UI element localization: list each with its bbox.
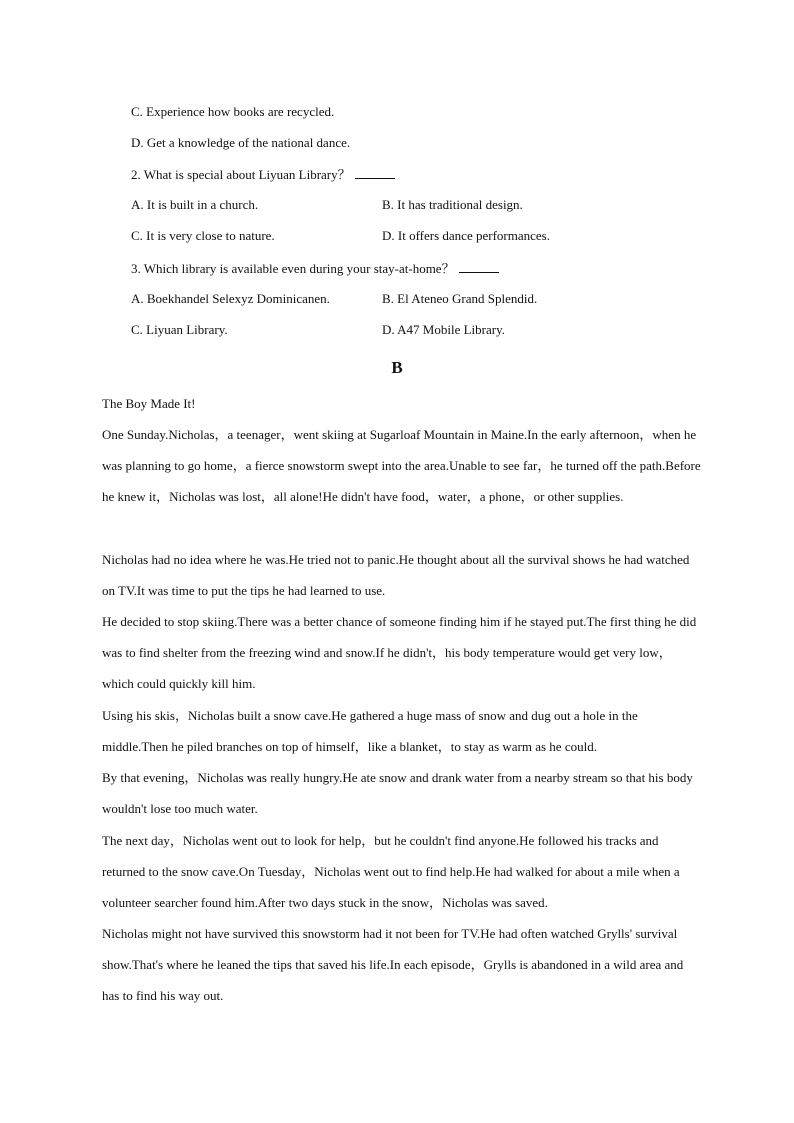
q2-option-c: C. It is very close to nature.: [131, 228, 275, 243]
q3-option-b: B. El Ateneo Grand Splendid.: [382, 291, 538, 306]
paragraph-3: He decided to stop skiing.There was a better chance of someone finding him if he stayed put.The first thing he did was to find shelter from the freezing wind and snow.If he didn't，his body temperature would get very low，which could quickly kill him.: [102, 614, 697, 691]
section-heading: B: [391, 358, 403, 377]
q3-stem: [131, 260, 499, 277]
paragraph-4: Using his skis，Nicholas built a snow cave.He gathered a huge mass of snow and dug out a hole in the middle.Then he piled branches on top of himself，like a blanket，to stay as warm as he could.: [102, 708, 638, 754]
q2-answer-blank: [355, 166, 395, 179]
paragraph-7: Nicholas might not have survived this snowstorm had it not been for TV.He had often watched Grylls' survival show.That's where he leaned the tips that saved his life.In each episode，Grylls is abandoned in a wild area and has to find his way out.: [102, 926, 684, 1003]
paragraph-6: The next day，Nicholas went out to look for help，but he couldn't find anyone.He followed his tracks and returned to the snow cave.On Tuesday，Nicholas went out to find help.He had walked for about a mile when a volunteer searcher found him.After two days stuck in the snow，Nicholas was saved.: [102, 833, 680, 910]
q3-option-a: A. Boekhandel Selexyz Dominicanen.: [131, 291, 330, 306]
q2-option-b: B. It has traditional design.: [382, 197, 523, 212]
passage-title: The Boy Made It!: [102, 396, 196, 411]
paragraph-2: Nicholas had no idea where he was.He tried not to panic.He thought about all the survival shows he had watched on TV.It was time to put the tips he had learned to use.: [102, 552, 690, 598]
q2-stem-text: 2. What is special about Liyuan Library？: [131, 167, 351, 182]
q2-option-a: A. It is built in a church.: [131, 197, 259, 212]
q3-option-c: C. Liyuan Library.: [131, 322, 228, 337]
q2-option-d: D. It offers dance performances.: [382, 228, 550, 243]
q3-answer-blank: [459, 260, 499, 273]
q1-option-d: D. Get a knowledge of the national dance.: [131, 135, 351, 150]
q2-stem: [131, 166, 395, 183]
q1-option-c: C. Experience how books are recycled.: [131, 104, 335, 119]
paragraph-5: By that evening，Nicholas was really hungry.He ate snow and drank water from a nearby stream so that his body wouldn't lose too much water.: [102, 770, 693, 816]
paragraph-1: One Sunday.Nicholas，a teenager，went skiing at Sugarloaf Mountain in Maine.In the early afternoon，when he was planning to go home，a fierce snowstorm swept into the area.Unable to see far，he turned off the path.Before he knew it，Nicholas was lost，all alone!He didn't have food，water，a phone，or other supplies.: [102, 427, 701, 504]
q3-option-d: D. A47 Mobile Library.: [382, 322, 505, 337]
q3-stem-text: 3. Which library is available even during your stay-at-home？: [131, 261, 455, 276]
